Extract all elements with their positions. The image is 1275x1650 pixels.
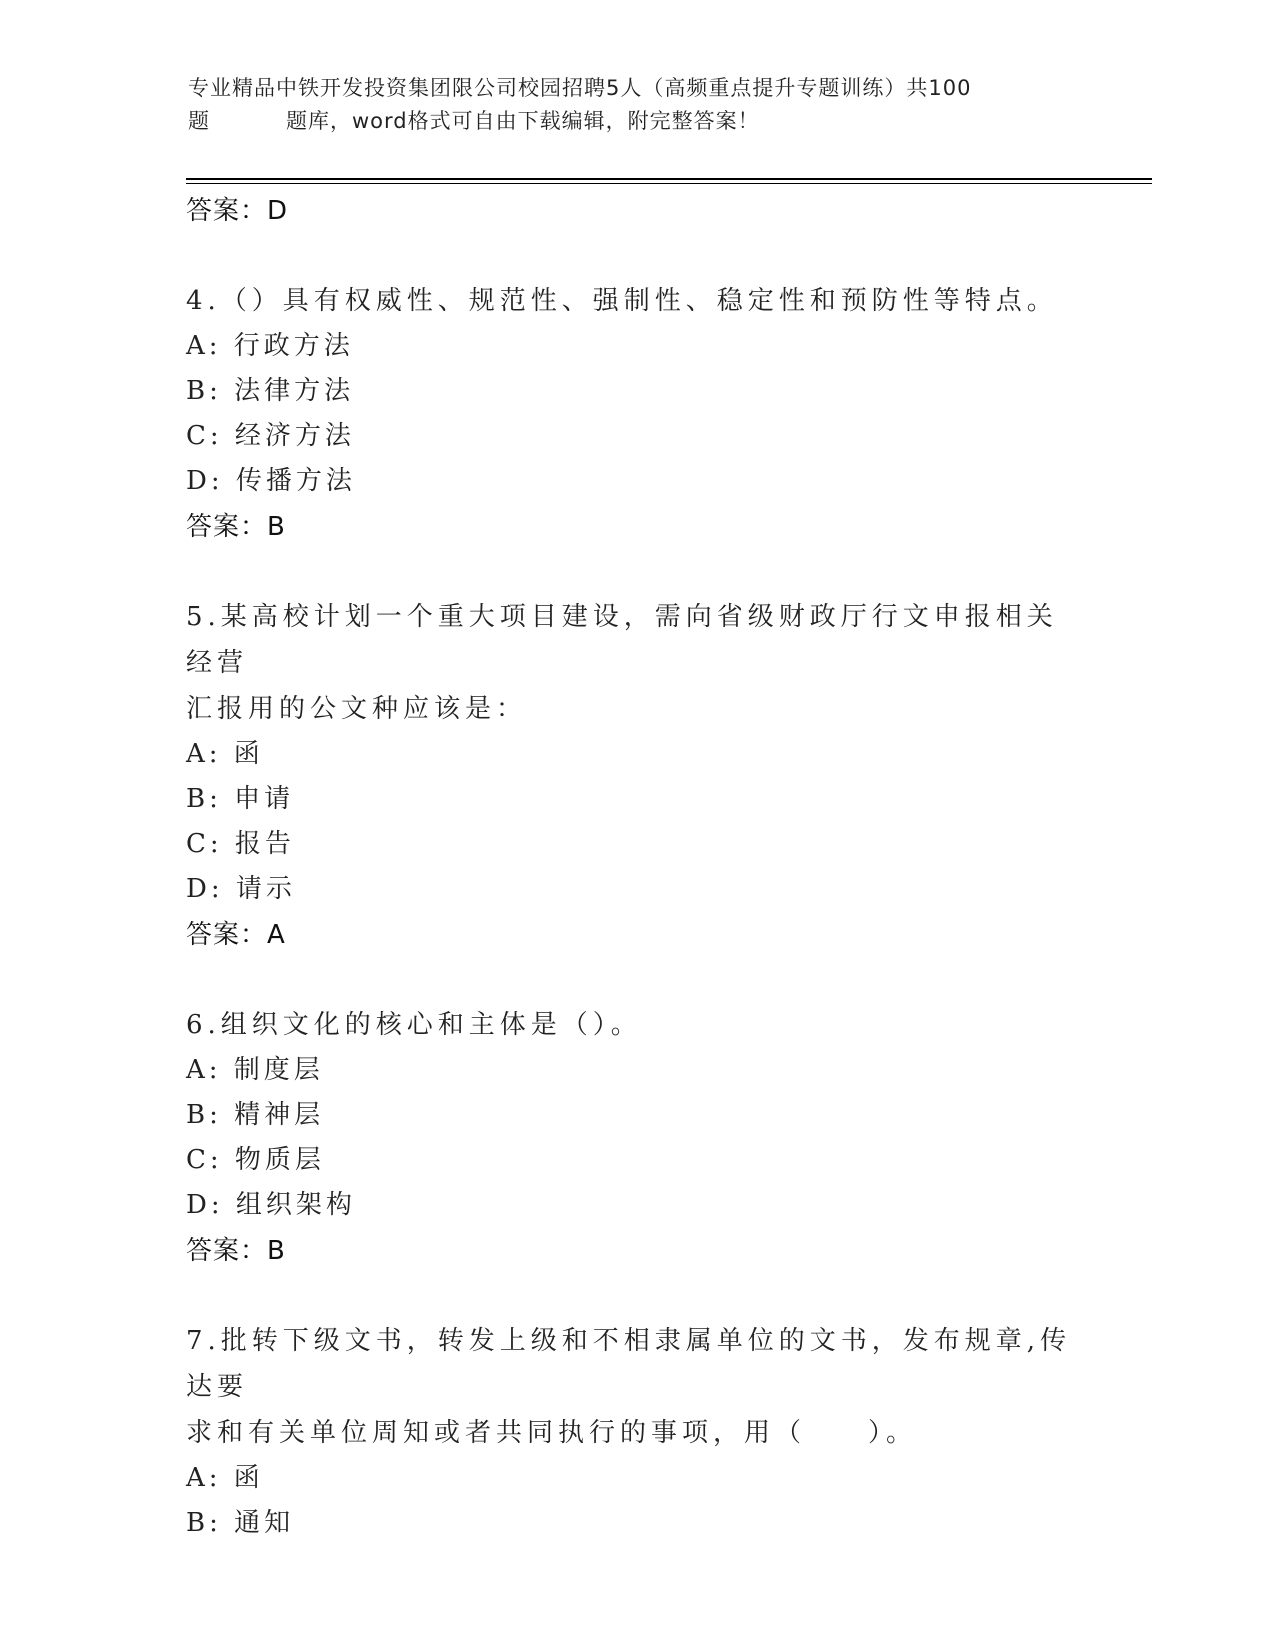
option-c: C: 物质层	[186, 1145, 325, 1175]
header-divider-thin	[186, 183, 1152, 184]
question-text-line-2: 求和有关单位周知或者共同执行的事项，用（ ）。	[186, 1418, 918, 1448]
option-d: D: 请示	[186, 874, 296, 904]
option-a: A: 函	[186, 1463, 264, 1493]
question-item	[186, 594, 1086, 958]
option-b: B: 申请	[186, 784, 295, 814]
question-item	[186, 1318, 1086, 1546]
option-b: B: 法律方法	[186, 376, 355, 406]
question-text-line-1: 5.某高校计划一个重大项目建设，需向省级财政厅行文申报相关经营	[186, 602, 1058, 678]
question-text: 4.（）具有权威性、规范性、强制性、稳定性和预防性等特点。	[186, 286, 1058, 316]
question-item	[186, 278, 1086, 550]
option-d: D: 组织架构	[186, 1190, 356, 1220]
page-header	[188, 72, 1088, 138]
header-title-line-2	[188, 105, 1088, 138]
question-text: 6.组织文化的核心和主体是（）。	[186, 1010, 642, 1040]
option-c: C: 经济方法	[186, 421, 355, 451]
question-item	[186, 1002, 1086, 1274]
answer-line: 答案：B	[186, 1236, 286, 1266]
question-text-line-1: 7.批转下级文书，转发上级和不相隶属单位的文书，发布规章,传达要	[186, 1326, 1072, 1402]
answer-line: 答案：B	[186, 512, 286, 542]
answer-line: 答案：A	[186, 920, 286, 950]
option-b: B: 通知	[186, 1508, 295, 1538]
option-a: A: 行政方法	[186, 331, 354, 361]
option-c: C: 报告	[186, 829, 295, 859]
header-divider-thick	[186, 178, 1152, 180]
option-a: A: 制度层	[186, 1055, 324, 1085]
header-line2-right: 题库，word格式可自由下载编辑，附完整答案！	[286, 109, 760, 133]
header-title-line-1: 专业精品中铁开发投资集团限公司校园招聘5人（高频重点提升专题训练）共100	[188, 76, 972, 100]
header-line2-left: 题	[188, 109, 210, 133]
option-a: A: 函	[186, 739, 264, 769]
option-b: B: 精神层	[186, 1100, 325, 1130]
question-text-line-2: 汇报用的公文种应该是：	[186, 694, 528, 724]
option-d: D: 传播方法	[186, 466, 356, 496]
answer-line: 答案：D	[186, 196, 289, 226]
document-content	[186, 188, 1086, 1546]
